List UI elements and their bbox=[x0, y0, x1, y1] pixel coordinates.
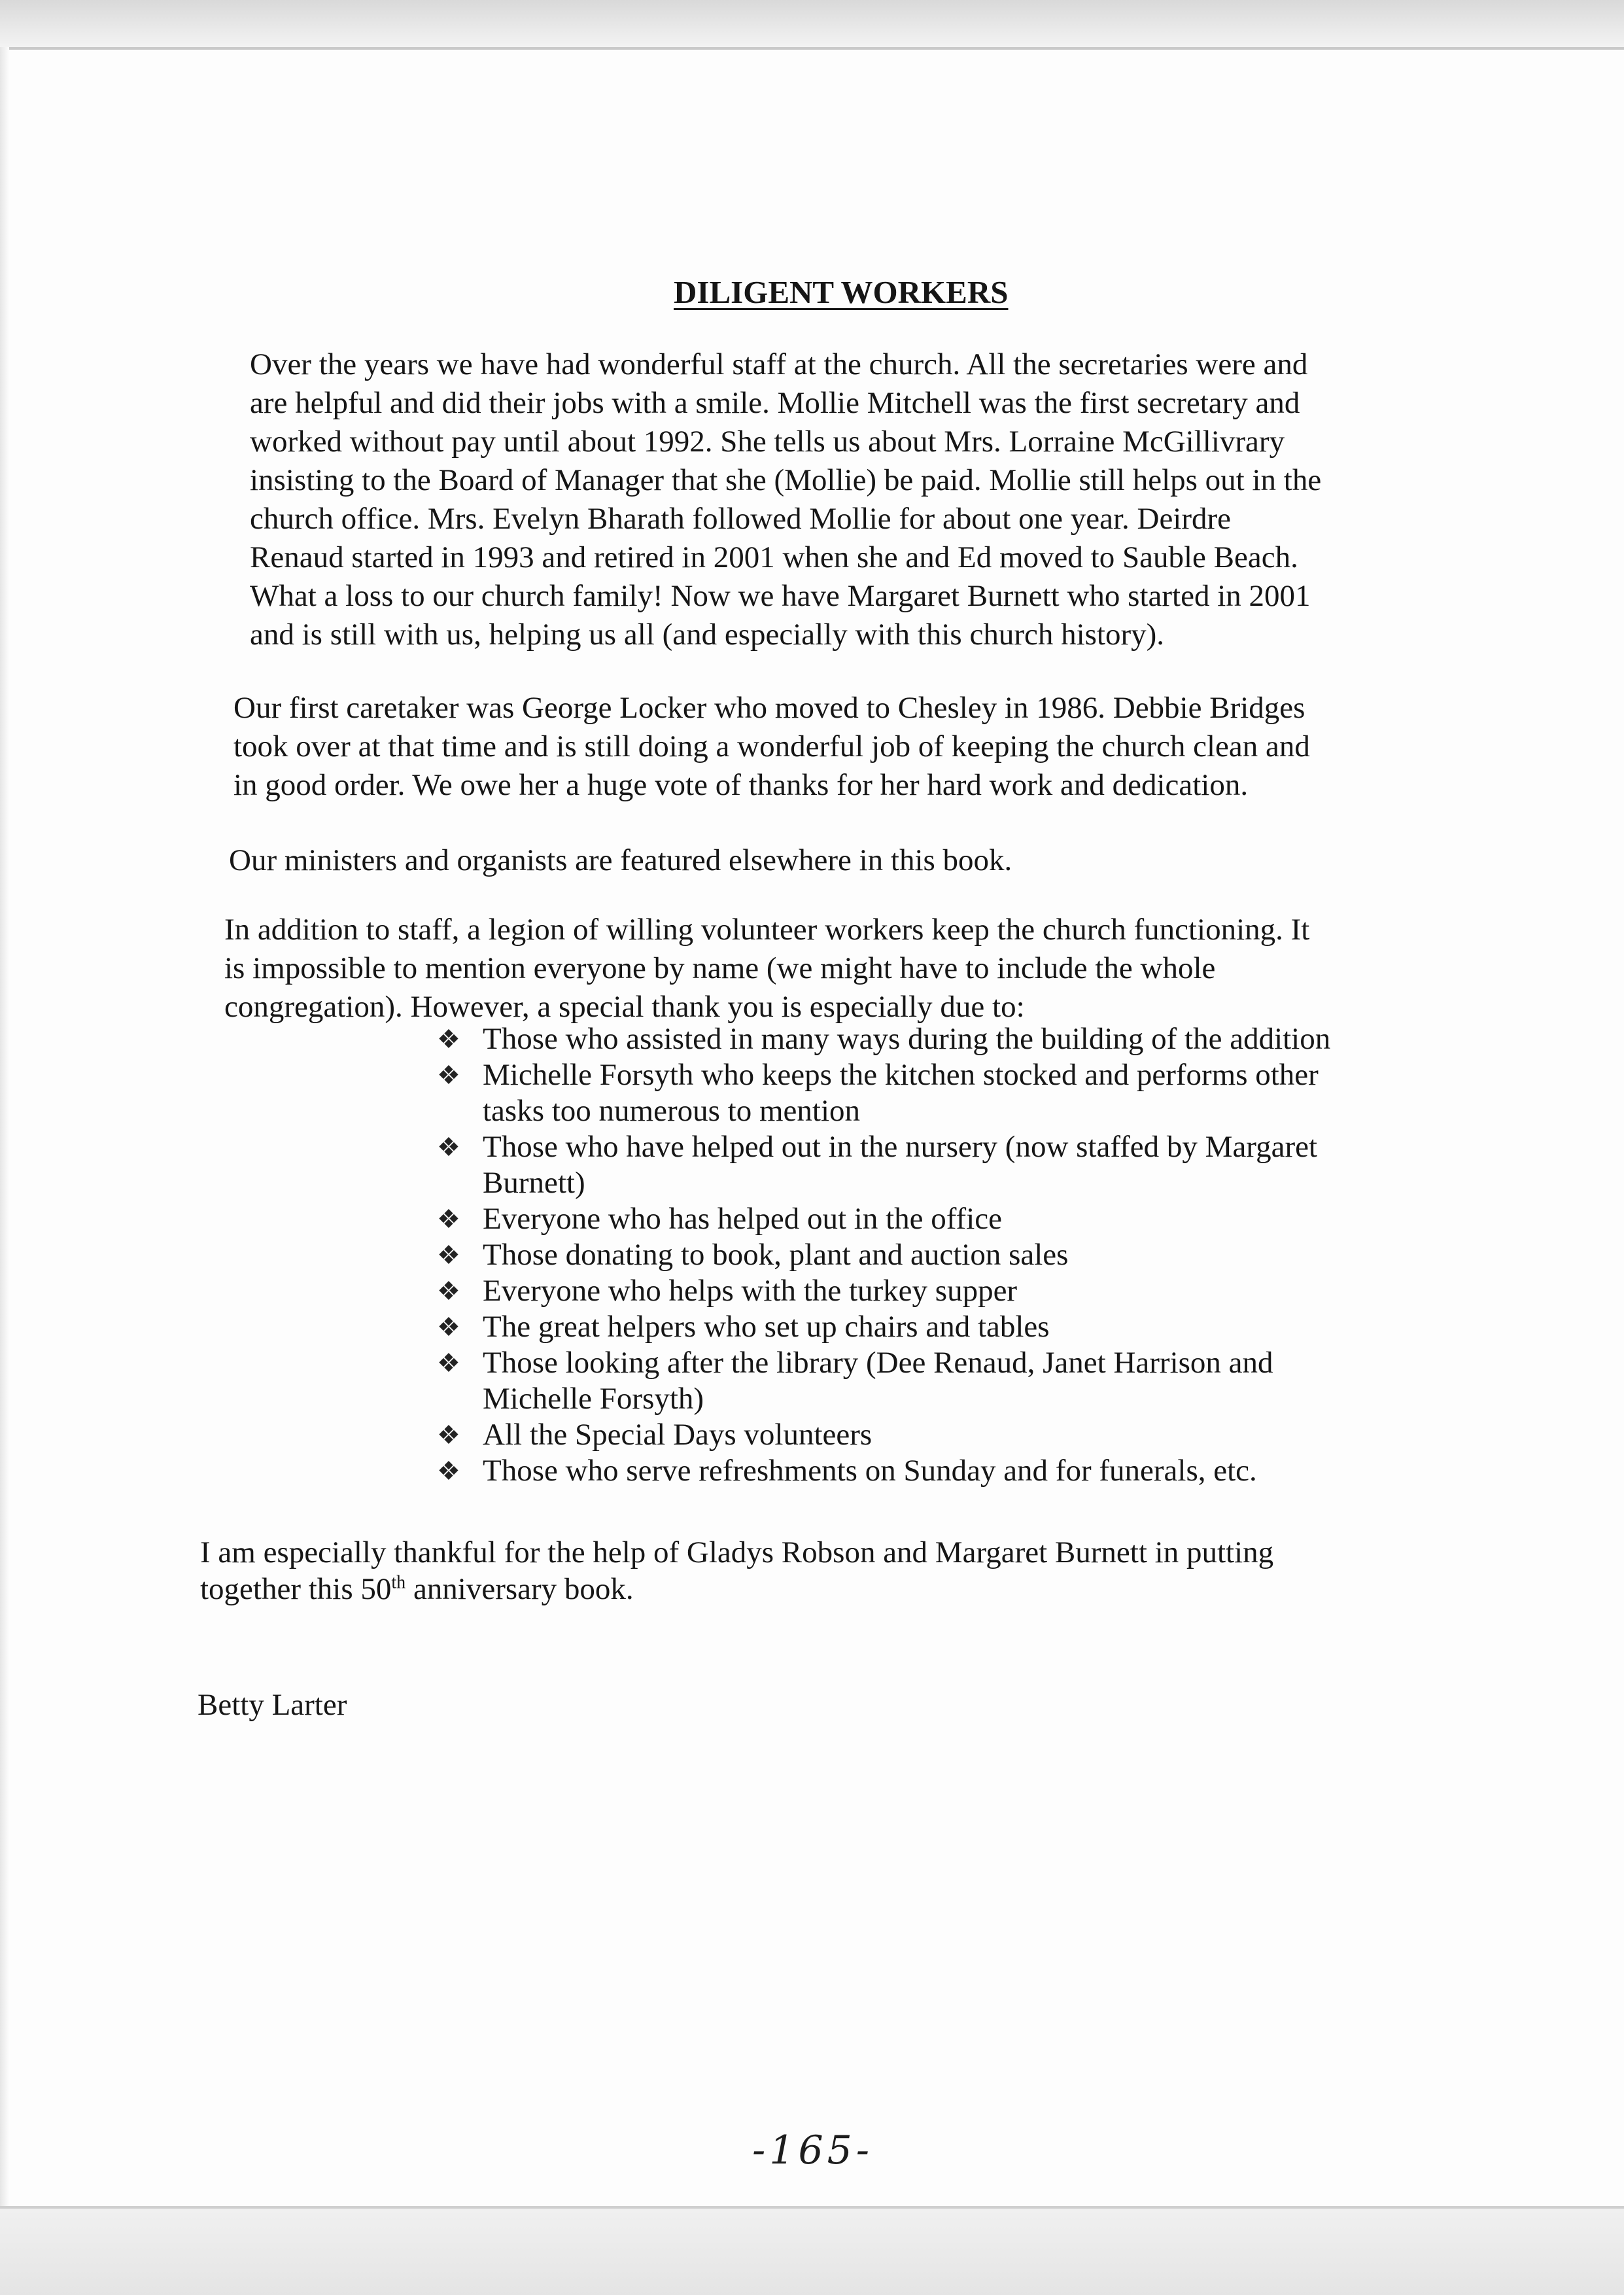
text-line: Renaud started in 1993 and retired in 2001 when she and Ed moved to Sauble Beach. bbox=[250, 540, 1298, 574]
text-fragment: together this 50 bbox=[200, 1572, 392, 1606]
text-line: Our first caretaker was George Locker who moved to Chesley in 1986. Debbie Bridges bbox=[233, 691, 1305, 725]
author-signature bbox=[198, 1686, 347, 1725]
text-line: congregation). However, a special thank you is especially due to: bbox=[224, 990, 1025, 1024]
text-line: are helpful and did their jobs with a smile. Mollie Mitchell was the first secretary and bbox=[250, 386, 1300, 420]
diamond-bullet-icon: ❖ bbox=[437, 1240, 460, 1270]
paragraph-caretakers bbox=[233, 689, 1310, 805]
page-title: DILIGENT WORKERS bbox=[674, 274, 1009, 310]
list-item bbox=[437, 1201, 1330, 1237]
list-item bbox=[437, 1453, 1330, 1489]
scan-top-edge bbox=[0, 0, 1624, 50]
page-number: -165- bbox=[752, 2128, 874, 2173]
list-item bbox=[437, 1129, 1330, 1201]
diamond-bullet-icon: ❖ bbox=[437, 1348, 460, 1378]
diamond-bullet-icon: ❖ bbox=[437, 1132, 460, 1162]
diamond-bullet-icon: ❖ bbox=[437, 1276, 460, 1306]
list-item-text-continued: tasks too numerous to mention bbox=[483, 1094, 861, 1128]
diamond-bullet-icon: ❖ bbox=[437, 1456, 460, 1486]
diamond-bullet-icon: ❖ bbox=[437, 1312, 460, 1342]
text-line bbox=[200, 1571, 1273, 1607]
list-item bbox=[437, 1345, 1330, 1417]
list-item-text: The great helpers who set up chairs and tables bbox=[483, 1310, 1050, 1344]
diamond-bullet-icon: ❖ bbox=[437, 1420, 460, 1450]
text-line: worked without pay until about 1992. She tells us about Mrs. Lorraine McGillivrary bbox=[250, 425, 1285, 459]
text-line: and is still with us, helping us all (and especially with this church history). bbox=[250, 618, 1165, 652]
text-line: Our ministers and organists are featured elsewhere in this book. bbox=[229, 843, 1012, 877]
list-item-text: Those who have helped out in the nursery (now staffed by Margaret bbox=[483, 1130, 1318, 1164]
list-item-text: Michelle Forsyth who keeps the kitchen stocked and performs other bbox=[483, 1058, 1319, 1092]
list-item-text: Those donating to book, plant and auction sales bbox=[483, 1238, 1069, 1272]
text-line: in good order. We owe her a huge vote of thanks for her hard work and dedication. bbox=[233, 768, 1249, 802]
text-line: In addition to staff, a legion of willing volunteer workers keep the church functioning. It bbox=[224, 913, 1310, 947]
paragraph-acknowledgement bbox=[200, 1534, 1273, 1607]
diamond-bullet-icon: ❖ bbox=[437, 1204, 460, 1234]
text-line: church office. Mrs. Evelyn Bharath followed Mollie for about one year. Deirdre bbox=[250, 502, 1232, 536]
paragraph-secretaries bbox=[250, 345, 1321, 654]
list-item-text: Those who serve refreshments on Sunday and for funerals, etc. bbox=[483, 1454, 1257, 1488]
list-item-text: Everyone who helps with the turkey supper bbox=[483, 1274, 1018, 1308]
list-item bbox=[437, 1417, 1330, 1453]
text-line: is impossible to mention everyone by name (we might have to include the whole bbox=[224, 951, 1216, 985]
list-item-text-continued: Michelle Forsyth) bbox=[483, 1382, 704, 1416]
text-line: I am especially thankful for the help of Gladys Robson and Margaret Burnett in putting bbox=[200, 1535, 1274, 1569]
list-item bbox=[437, 1237, 1330, 1273]
text-line: took over at that time and is still doing a wonderful job of keeping the church clean and bbox=[233, 729, 1310, 763]
list-item-text: Those who assisted in many ways during the building of the addition bbox=[483, 1022, 1331, 1056]
list-item bbox=[437, 1057, 1330, 1129]
list-item-text: Everyone who has helped out in the office bbox=[483, 1202, 1002, 1236]
diamond-bullet-icon: ❖ bbox=[437, 1060, 460, 1090]
list-item bbox=[437, 1021, 1330, 1057]
list-item-text-continued: Burnett) bbox=[483, 1166, 585, 1200]
list-item bbox=[437, 1273, 1330, 1309]
list-item-text: All the Special Days volunteers bbox=[483, 1418, 872, 1452]
thank-you-list bbox=[437, 1021, 1330, 1489]
diamond-bullet-icon: ❖ bbox=[437, 1025, 460, 1054]
text-line: Over the years we have had wonderful staff at the church. All the secretaries were and bbox=[250, 347, 1308, 381]
text-line: insisting to the Board of Manager that she (Mollie) be paid. Mollie still helps out in the bbox=[250, 463, 1322, 497]
ordinal-superscript: th bbox=[391, 1572, 406, 1593]
scan-left-edge bbox=[0, 47, 9, 2206]
paragraph-volunteers bbox=[224, 911, 1309, 1026]
text-fragment: anniversary book. bbox=[406, 1572, 634, 1606]
text-line: What a loss to our church family! Now we have Margaret Burnett who started in 2001 bbox=[250, 579, 1311, 613]
paragraph-ministers bbox=[229, 841, 1012, 880]
list-item bbox=[437, 1309, 1330, 1345]
list-item-text: Those looking after the library (Dee Renaud, Janet Harrison and bbox=[483, 1346, 1273, 1380]
signature-text: Betty Larter bbox=[198, 1688, 347, 1722]
scan-bottom-edge bbox=[0, 2206, 1624, 2295]
